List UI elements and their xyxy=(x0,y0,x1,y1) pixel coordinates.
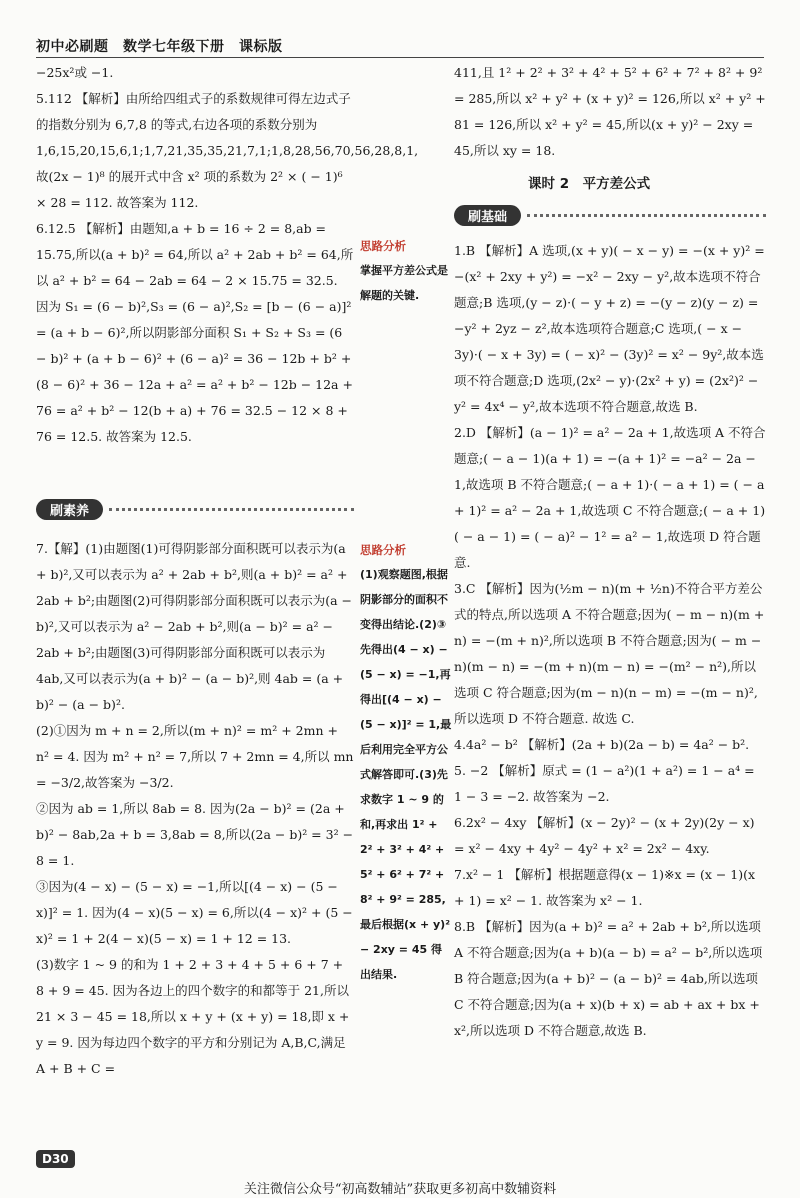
answer-prev-tail: −25x²或 −1. xyxy=(36,65,114,80)
answer-7-part2a: (2)①因为 m + n = 2,所以(m + n)² = m² + 2mn + n² = 4. 因为 m² + n² = 7,所以 7 + 2mn = 4,所以 mn = −3/2,故答案为 −3/2. xyxy=(36,723,354,790)
right-column xyxy=(454,60,766,164)
answer-7-part2b: ②因为 ab = 1,所以 8ab = 8. 因为(2a − b)² = (2a + b)² − 8ab,2a + b = 3,8ab = 8,所以(2a − b)² = 3² − 8 = 1. xyxy=(36,801,354,868)
lesson-title: 课时 2 平方差公式 xyxy=(528,176,651,192)
footer-note: 关注微信公众号“初高数辅站”获取更多初高中数辅资料 xyxy=(243,1182,557,1197)
answer-7-part2c: ③因为(4 − x) − (5 − x) = −1,所以[(4 − x) − (5 − x)]² = 1. 因为(4 − x)(5 − x) = 6,所以(4 − x)² + (5 − x)² = 1 + 2(4 − x)(5 − x) = 1 + 12 = 13. xyxy=(36,879,353,946)
answer-4: 4.4a² − b² 【解析】(2a + b)(2a − b) = 4a² − b². xyxy=(454,737,750,752)
sidenote-title: 思路分析 xyxy=(360,239,406,253)
sidenote-analysis-2 xyxy=(360,542,452,987)
banner-label: 刷基础 xyxy=(454,205,521,226)
answer-7-part3: (3)数字 1 ~ 9 的和为 1 + 2 + 3 + 4 + 5 + 6 + 7 + 8 + 9 = 45. 因为各边上的四个数字的和都等于 21,所以 21 × 3 − 45 = 18,所以 x + y + (x + y) = 18,即 x + y = 9. 因为每边四个数字的平方和分别记为 A,B,C,满足 A + B + C = xyxy=(36,957,350,1076)
answer-5: 5. −2 【解析】原式 = (1 − a²)(1 + a²) = 1 − a⁴ = 1 − 3 = −2. 故答案为 −2. xyxy=(454,763,755,804)
answer-5: 5.112 【解析】由所给四组式子的系数规律可得左边式子的指数分别为 6,7,8 的等式,右边各项的系数分别为 1,6,15,20,15,6,1;1,7,21,35,35,21,7,1;1,8,28,56,70,56,28,8,1,故(2x − 1)⁸ 的展开式中含 x² 项的系数为 2² × ( − 1)⁶ × 28 = 112. 故答案为 112. xyxy=(36,91,419,210)
page-number: D30 xyxy=(36,1150,75,1168)
sidenote-title: 思路分析 xyxy=(360,543,406,557)
banner-label: 刷素养 xyxy=(36,499,103,520)
running-header: 初中必刷题 数学七年级下册 课标版 xyxy=(36,39,283,55)
banner-dots xyxy=(109,508,354,511)
section-banner-literacy xyxy=(36,498,354,520)
banner-dots xyxy=(527,214,766,217)
section-banner-basics xyxy=(454,204,766,226)
sidenote-body: (1)观察题图,根据阴影部分的面积不变得出结论.(2)③先得出(4 − x) − (5 − x) = −1,再得出[(4 − x) − (5 − x)]² = 1,最后利用完全平方公式解答即可.(3)先求数字 1 ~ 9 的和,再求出 1² + 2² + 3² + 4² + 5² + 6² + 7² + 8² + 9² = 285,最后根据(x + y)² − 2xy = 45 得出结果. xyxy=(360,568,452,981)
sidenote-analysis-1 xyxy=(360,238,452,308)
answer-1: 1.B 【解析】A 选项,(x + y)( − x − y) = −(x + y)² = −(x² + 2xy + y²) = −x² − 2xy − y²,故本选项不符合题意;B 选项,(y − z)·( − y + z) = −(y − z)(y − z) = −y² + 2yz − z²,故本选项符合题意;C 选项,( − x − 3y)·( − x + 3y) = ( − x)² − (3y)² = x² − 9y²,故本选项不符合题意;D 选项,(2x² − y)·(2x² + y) = (2x²)² − y² = 4x⁴ − y²,故本选项不符合题意,故选 B. xyxy=(454,243,765,414)
right-column-lower xyxy=(454,238,766,1044)
left-column-lower xyxy=(36,536,354,1082)
sidenote-body: 掌握平方差公式是解题的关键. xyxy=(360,264,448,302)
answer-6: 6.2x² − 4xy 【解析】(x − 2y)² − (x + 2y)(2y − x) = x² − 4xy + 4y² − 4y² + x² = 2x² − 4xy. xyxy=(454,815,755,856)
header-rule xyxy=(36,57,764,58)
answer-7: 7.x² − 1 【解析】根据题意得(x − 1)※x = (x − 1)(x + 1) = x² − 1. 故答案为 x² − 1. xyxy=(454,867,756,908)
answer-7-continued: 411,且 1² + 2² + 3² + 4² + 5² + 6² + 7² + 8² + 9² = 285,所以 x² + y² + (x + y)² = 126,所以 x² + y² + 81 = 126,所以 x² + y² = 45,所以(x + y)² − 2xy = 45,所以 xy = 18. xyxy=(454,65,766,158)
answer-8: 8.B 【解析】因为(a + b)² = a² + 2ab + b²,所以选项 A 不符合题意;因为(a + b)(a − b) = a² − b²,所以选项 B 符合题意;因为(a + b)² − (a − b)² = 4ab,所以选项 C 不符合题意;因为(a + x)(b + x) = ab + ax + bx + x²,所以选项 D 不符合题意,故选 B. xyxy=(454,919,763,1038)
answer-2: 2.D 【解析】(a − 1)² = a² − 2a + 1,故选项 A 不符合题意;( − a − 1)(a + 1) = −(a + 1)² = −a² − 2a − 1,故选项 B 不符合题意;( − a + 1)·( − a + 1) = ( − a + 1)² = a² − 2a + 1,故选项 C 不符合题意;( − a + 1)( − a − 1) = ( − a)² − 1² = a² − 1,故选项 D 符合题意. xyxy=(454,425,766,570)
answer-7-part1: 7.【解】(1)由题图(1)可得阴影部分面积既可以表示为(a + b)²,又可以表示为 a² + 2ab + b²,则(a + b)² = a² + 2ab + b²;由题图(2)可得阴影部分面积既可以表示为(a − b)²,又可以表示为 a² − 2ab + b²,则(a − b)² = a² − 2ab + b²;由题图(3)可得阴影部分面积既可以表示为 4ab,又可以表示为(a + b)² − (a − b)²,则 4ab = (a + b)² − (a − b)². xyxy=(36,541,353,712)
answer-3: 3.C 【解析】因为(½m − n)(m + ½n)不符合平方差公式的特点,所以选项 A 不符合题意;因为( − m − n)(m + n) = −(m + n)²,所以选项 B 不符合题意;因为( − m − n)(m − n) = −(m + n)(m − n) = −(m² − n²),所以选项 C 符合题意;因为(m − n)(n − m) = −(m − n)²,所以选项 D 不符合题意. 故选 C. xyxy=(454,581,765,726)
answer-6: 6.12.5 【解析】由题知,a + b = 16 ÷ 2 = 8,ab = 15.75,所以(a + b)² = 64,所以 a² + 2ab + b² = 64,所以 a² + b² = 64 − 2ab = 64 − 2 × 15.75 = 32.5. 因为 S₁ = (6 − b)²,S₃ = (6 − a)²,S₂ = [b − (6 − a)]² = (a + b − 6)²,所以阴影部分面积 S₁ + S₂ + S₃ = (6 − b)² + (a + b − 6)² + (6 − a)² = 36 − 12b + b² + (8 − 6)² + 36 − 12a + a² = a² + b² − 12b − 12a + 76 = a² + b² − 12(b + a) + 76 = 32.5 − 12 × 8 + 76 = 12.5. 故答案为 12.5. xyxy=(36,221,354,444)
